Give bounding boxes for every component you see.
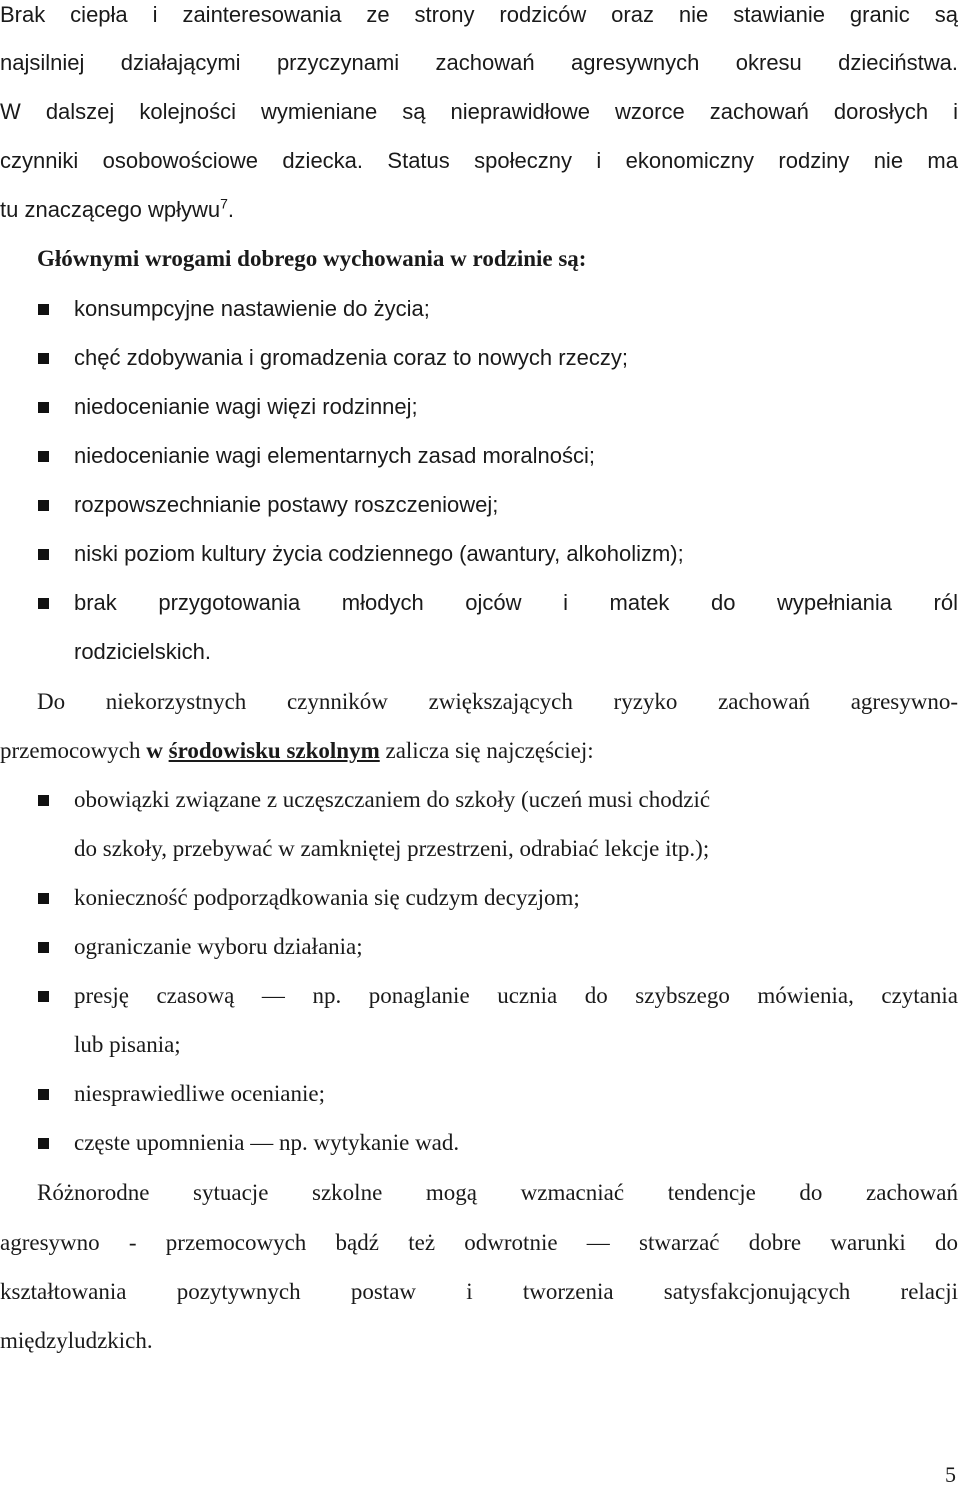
- bullet-icon: [38, 1089, 49, 1100]
- bullet-icon: [38, 353, 49, 364]
- para1-line-1: Brak ciepła i zainteresowania ze strony rodziców oraz nie stawianie granic są: [0, 2, 958, 27]
- bullet-icon: [38, 942, 49, 953]
- para2-line2-start: przemocowych: [0, 738, 147, 763]
- bullet-icon: [38, 402, 49, 413]
- para1-last-period: .: [227, 197, 235, 222]
- bullet-icon: [38, 598, 49, 609]
- para1-line-3: W dalszej kolejności wymieniane są nieprawidłowe wzorce zachowań dorosłych i: [0, 99, 958, 124]
- para1-line-5: [0, 195, 958, 225]
- footnote-ref: 7: [220, 195, 228, 212]
- school-environment-emphasis: środowisku szkolnym: [168, 738, 380, 763]
- para3-line-3: kształtowania pozytywnych postaw i tworzenia satysfakcjonujących relacji: [0, 1279, 958, 1304]
- bullet-icon: [38, 451, 49, 462]
- para2-bold-w: w: [146, 738, 163, 763]
- list2-item-2: konieczność podporządkowania się cudzym decyzjom;: [74, 885, 580, 910]
- para2-line-1: Do niekorzystnych czynników zwiększających ryzyko zachowań agresywno-: [37, 689, 958, 714]
- bullet-icon: [38, 500, 49, 511]
- bullet-icon: [38, 549, 49, 560]
- list1-item-7: brak przygotowania młodych ojców i matek do wypełniania ról: [74, 590, 958, 615]
- list2-item-5: niesprawiedliwe ocenianie;: [74, 1081, 325, 1106]
- para3-line-4: międzyludzkich.: [0, 1328, 153, 1353]
- list1-item-3: niedocenianie wagi więzi rodzinnej;: [74, 394, 418, 419]
- list1-item-2: chęć zdobywania i gromadzenia coraz to nowych rzeczy;: [74, 345, 628, 370]
- list1-heading: Głównymi wrogami dobrego wychowania w rodzinie są:: [37, 246, 587, 271]
- para3-line-1: Różnorodne sytuacje szkolne mogą wzmacniać tendencje do zachowań: [37, 1180, 958, 1205]
- bullet-icon: [38, 1138, 49, 1149]
- list1-item-1: konsumpcyjne nastawienie do życia;: [74, 296, 430, 321]
- list2-item-4-cont: lub pisania;: [74, 1032, 181, 1057]
- page-number: 5: [945, 1462, 956, 1487]
- list1-item-5: rozpowszechnianie postawy roszczeniowej;: [74, 492, 499, 517]
- para1-line-2: najsilniej działającymi przyczynami zachowań agresywnych okresu dzieciństwa.: [0, 50, 958, 75]
- bullet-icon: [38, 795, 49, 806]
- para3-line-2: agresywno - przemocowych bądź też odwrotnie — stwarzać dobre warunki do: [0, 1230, 958, 1255]
- para1-line-4: czynniki osobowościowe dziecka. Status społeczny i ekonomiczny rodziny nie ma: [0, 148, 958, 173]
- list2-item-6: częste upomnienia — np. wytykanie wad.: [74, 1130, 460, 1155]
- list1-item-7-cont: rodzicielskich.: [74, 639, 211, 664]
- list2-item-1: obowiązki związane z uczęszczaniem do szkoły (uczeń musi chodzić: [74, 787, 711, 812]
- list2-item-1-cont: do szkoły, przebywać w zamkniętej przestrzeni, odrabiać lekcje itp.);: [74, 836, 710, 861]
- para1-last-text: tu znaczącego wpływu: [0, 197, 221, 222]
- bullet-icon: [38, 304, 49, 315]
- para2-line2-end: zalicza się najczęściej:: [379, 738, 594, 763]
- list2-item-3: ograniczanie wyboru działania;: [74, 934, 363, 959]
- bullet-icon: [38, 893, 49, 904]
- bullet-icon: [38, 991, 49, 1002]
- list1-item-6: niski poziom kultury życia codziennego (awantury, alkoholizm);: [74, 541, 684, 566]
- list1-item-4: niedocenianie wagi elementarnych zasad moralności;: [74, 443, 595, 468]
- list2-item-4: presję czasową — np. ponaglanie ucznia do szybszego mówienia, czytania: [74, 983, 958, 1008]
- para2-line-2: [0, 736, 958, 766]
